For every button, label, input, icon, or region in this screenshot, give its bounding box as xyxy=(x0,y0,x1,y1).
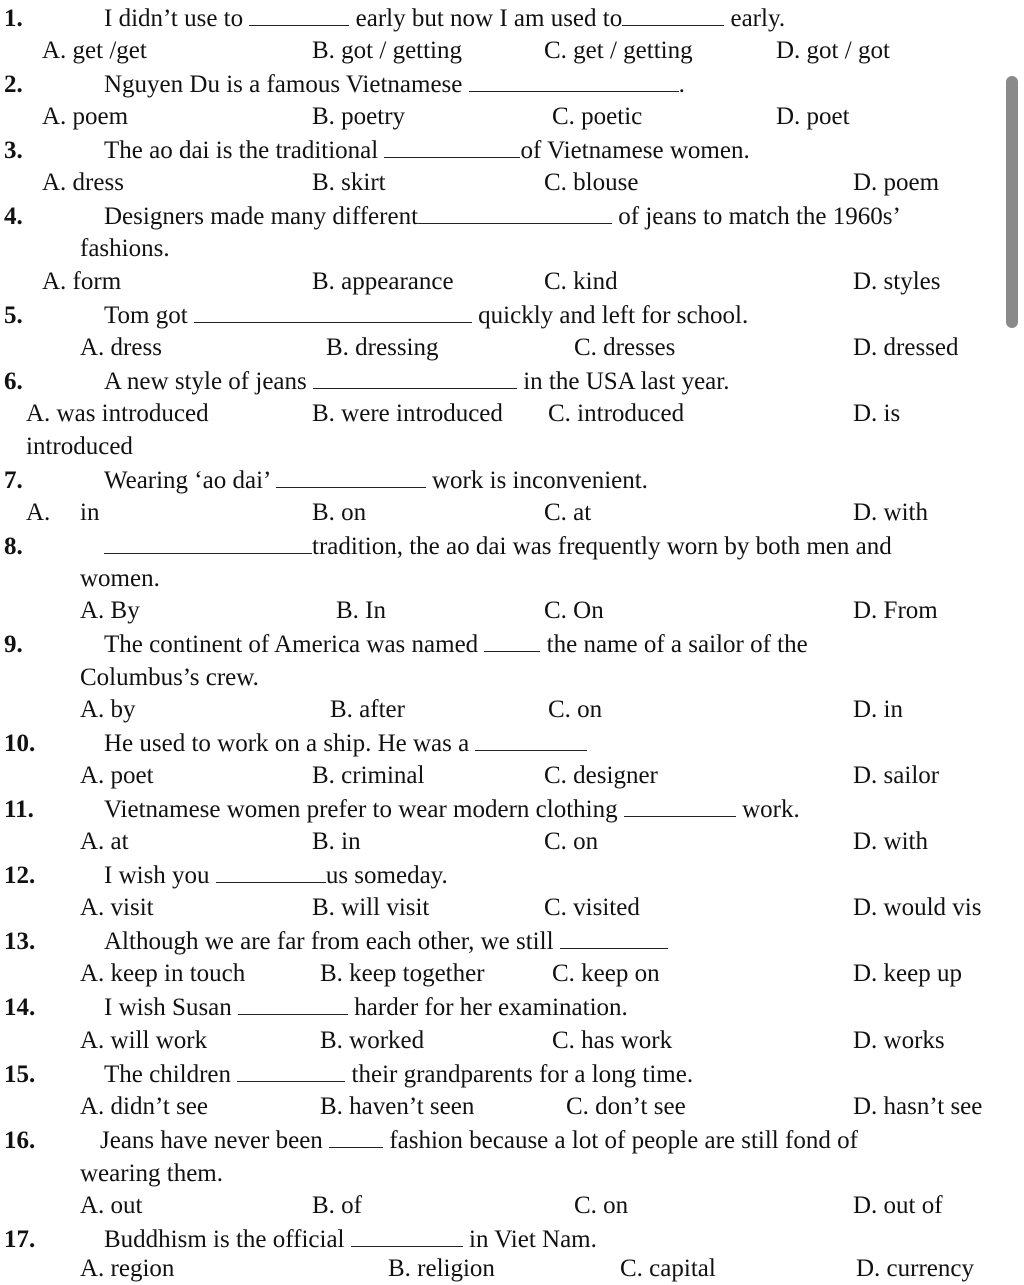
answer-blank xyxy=(560,926,668,949)
option-d: D. works xyxy=(853,1027,945,1054)
question-4-continued xyxy=(0,232,1024,265)
answer-blank xyxy=(104,531,312,554)
option-a: A. By xyxy=(80,597,140,624)
options-9 xyxy=(0,693,1024,726)
question-text: Buddhism is the official in Viet Nam. xyxy=(104,1226,597,1253)
question-6 xyxy=(0,365,1024,398)
options-15 xyxy=(0,1090,1024,1123)
answer-blank xyxy=(216,860,326,883)
option-d: D. currency xyxy=(856,1255,974,1282)
vertical-scrollbar-thumb[interactable] xyxy=(1006,76,1018,328)
option-d: D. is xyxy=(853,400,901,427)
option-c: C. on xyxy=(548,696,603,723)
question-9-continued xyxy=(0,661,1024,694)
answer-blank xyxy=(351,1224,463,1247)
question-14 xyxy=(0,991,1024,1024)
question-text: The continent of America was named the name of a sailor of the xyxy=(104,631,808,658)
answer-blank xyxy=(238,992,348,1015)
option-c: C. keep on xyxy=(552,960,660,987)
options-1 xyxy=(0,34,1024,67)
option-a: A. poem xyxy=(42,103,129,130)
question-text: Jeans have never been fashion because a lot of people are still fond of xyxy=(100,1127,858,1154)
question-text-continued: Columbus’s crew. xyxy=(80,664,259,691)
options-5 xyxy=(0,331,1024,364)
question-16 xyxy=(0,1124,1024,1157)
question-5 xyxy=(0,299,1024,332)
answer-blank xyxy=(384,135,520,158)
option-d: D. with xyxy=(853,828,928,855)
option-b: B. in xyxy=(312,828,361,855)
option-a: A. form xyxy=(42,268,122,295)
question-13 xyxy=(0,925,1024,958)
options-10 xyxy=(0,759,1024,792)
question-number: 15. xyxy=(4,1061,36,1088)
options-8 xyxy=(0,594,1024,627)
option-d: D. keep up xyxy=(853,960,962,987)
question-number: 9. xyxy=(4,631,23,658)
option-b: B. of xyxy=(312,1192,362,1219)
options-7 xyxy=(0,496,1024,529)
question-text: A new style of jeans in the USA last year. xyxy=(104,368,730,395)
option-c: C. on xyxy=(574,1192,629,1219)
option-b: B. criminal xyxy=(312,762,425,789)
question-number: 7. xyxy=(4,467,23,494)
option-b: B. on xyxy=(312,499,367,526)
question-number: 10. xyxy=(4,730,36,757)
answer-blank xyxy=(475,728,587,751)
option-d: D. poem xyxy=(853,169,940,196)
question-text: Nguyen Du is a famous Vietnamese . xyxy=(104,71,685,98)
question-8 xyxy=(0,530,1024,563)
answer-blank xyxy=(624,794,736,817)
option-c: C. visited xyxy=(544,894,640,921)
question-16-continued xyxy=(0,1157,1024,1190)
question-text: Vietnamese women prefer to wear modern clothing work. xyxy=(104,796,800,823)
options-17 xyxy=(0,1252,1024,1285)
option-d: D. poet xyxy=(776,103,850,130)
options-12 xyxy=(0,891,1024,924)
question-number: 11. xyxy=(4,796,34,823)
question-number: 14. xyxy=(4,994,36,1021)
answer-blank xyxy=(469,69,679,92)
answer-blank xyxy=(249,3,349,26)
option-c: C. at xyxy=(544,499,592,526)
option-a: A. at xyxy=(80,828,129,855)
option-c: C. dresses xyxy=(574,334,676,361)
option-d: D. styles xyxy=(853,268,941,295)
question-11 xyxy=(0,793,1024,826)
option-a: A. out xyxy=(80,1192,143,1219)
option-d: D. out of xyxy=(853,1192,943,1219)
option-b: B. In xyxy=(336,597,386,624)
question-text: The children their grandparents for a long time. xyxy=(104,1061,694,1088)
question-text: I didn’t use to early but now I am used to early. xyxy=(104,5,786,32)
question-10 xyxy=(0,727,1024,760)
option-b: B. haven’t seen xyxy=(320,1093,475,1120)
options-3 xyxy=(0,166,1024,199)
question-text-continued: wearing them. xyxy=(80,1160,224,1187)
question-number: 3. xyxy=(4,137,23,164)
option-a: A. dress xyxy=(42,169,124,196)
question-text-continued: women. xyxy=(80,565,160,592)
option-c: C. poetic xyxy=(552,103,643,130)
option-b: B. got / getting xyxy=(312,37,462,64)
option-c: C. capital xyxy=(620,1255,716,1282)
question-text: Designers made many different of jeans to match the 1960s’ xyxy=(104,203,901,230)
question-number: 8. xyxy=(4,533,23,560)
option-b: B. after xyxy=(330,696,405,723)
option-c: C. On xyxy=(544,597,604,624)
question-text: tradition, the ao dai was frequently worn by both men and xyxy=(104,530,892,563)
option-b: B. worked xyxy=(320,1027,425,1054)
option-a: A. keep in touch xyxy=(80,960,246,987)
question-text: Wearing ‘ao dai’ work is inconvenient. xyxy=(104,467,648,494)
option-a: A. visit xyxy=(80,894,154,921)
option-b: B. appearance xyxy=(312,268,454,295)
option-d: D. dressed xyxy=(853,334,959,361)
question-text: I wish Susan harder for her examination. xyxy=(104,994,628,1021)
answer-blank xyxy=(622,3,724,26)
question-number: 13. xyxy=(4,928,36,955)
option-a: A. was introduced xyxy=(26,400,209,427)
option-c: C. kind xyxy=(544,268,618,295)
question-9 xyxy=(0,628,1024,661)
option-c: C. get / getting xyxy=(544,37,693,64)
option-b: B. were introduced xyxy=(312,400,503,427)
answer-blank xyxy=(194,300,472,323)
option-c: C. on xyxy=(544,828,599,855)
question-number: 16. xyxy=(4,1127,36,1154)
question-15 xyxy=(0,1058,1024,1091)
option-b: B. religion xyxy=(388,1255,495,1282)
option-a: A. poet xyxy=(80,762,154,789)
question-number: 1. xyxy=(4,5,23,32)
question-number: 17. xyxy=(4,1226,36,1253)
option-a: A. didn’t see xyxy=(80,1093,208,1120)
question-number: 4. xyxy=(4,203,23,230)
options-13 xyxy=(0,957,1024,990)
option-a: A. dress xyxy=(80,334,162,361)
option-a: A. region xyxy=(80,1255,175,1282)
option-b: B. will visit xyxy=(312,894,430,921)
options-2 xyxy=(0,100,1024,133)
option-c: C. don’t see xyxy=(566,1093,686,1120)
question-number: 12. xyxy=(4,862,36,889)
option-c: C. introduced xyxy=(548,400,685,427)
question-2 xyxy=(0,68,1024,101)
question-8-continued xyxy=(0,562,1024,595)
question-12 xyxy=(0,859,1024,892)
option-c: C. blouse xyxy=(544,169,639,196)
option-c: C. has work xyxy=(552,1027,673,1054)
question-text: Although we are far from each other, we still xyxy=(104,925,668,958)
option-b: B. skirt xyxy=(312,169,386,196)
option-d: D. with xyxy=(853,499,928,526)
question-number: 2. xyxy=(4,71,23,98)
option-d: D. hasn’t see xyxy=(853,1093,983,1120)
answer-blank xyxy=(418,201,612,224)
option-a: in xyxy=(80,499,100,526)
question-4 xyxy=(0,200,1024,233)
options-4 xyxy=(0,265,1024,298)
answer-blank xyxy=(276,465,426,488)
answer-blank xyxy=(329,1125,383,1148)
options-11 xyxy=(0,825,1024,858)
option-a: A. get /get xyxy=(42,37,147,64)
question-text: He used to work on a ship. He was a xyxy=(104,727,587,760)
option-d: D. in xyxy=(853,696,903,723)
option-c: C. designer xyxy=(544,762,658,789)
option-b: B. poetry xyxy=(312,103,406,130)
options-14 xyxy=(0,1024,1024,1057)
question-text: Tom got quickly and left for school. xyxy=(104,302,749,329)
options-6 xyxy=(0,397,1024,430)
answer-blank xyxy=(484,629,540,652)
question-text: The ao dai is the traditional of Vietnamese women. xyxy=(104,137,750,164)
question-text-continued: fashions. xyxy=(80,235,170,262)
option-a: A. will work xyxy=(80,1027,208,1054)
question-number: 6. xyxy=(4,368,23,395)
option-d: D. From xyxy=(853,597,938,624)
answer-blank xyxy=(313,366,517,389)
option-d: D. sailor xyxy=(853,762,940,789)
option-d: D. would vis xyxy=(853,894,982,921)
option-b: B. keep together xyxy=(320,960,485,987)
answer-blank xyxy=(237,1059,345,1082)
question-7 xyxy=(0,464,1024,497)
option-d-continued: introduced xyxy=(26,433,133,460)
question-1 xyxy=(0,2,1024,35)
option-a: A. by xyxy=(80,696,136,723)
question-3 xyxy=(0,134,1024,167)
question-text: I wish you us someday. xyxy=(104,862,448,889)
option-a-letter: A. xyxy=(26,499,51,526)
option-b: B. dressing xyxy=(326,334,439,361)
options-16 xyxy=(0,1189,1024,1222)
options-6-wrap xyxy=(0,430,1024,463)
question-number: 5. xyxy=(4,302,23,329)
option-d: D. got / got xyxy=(776,37,890,64)
